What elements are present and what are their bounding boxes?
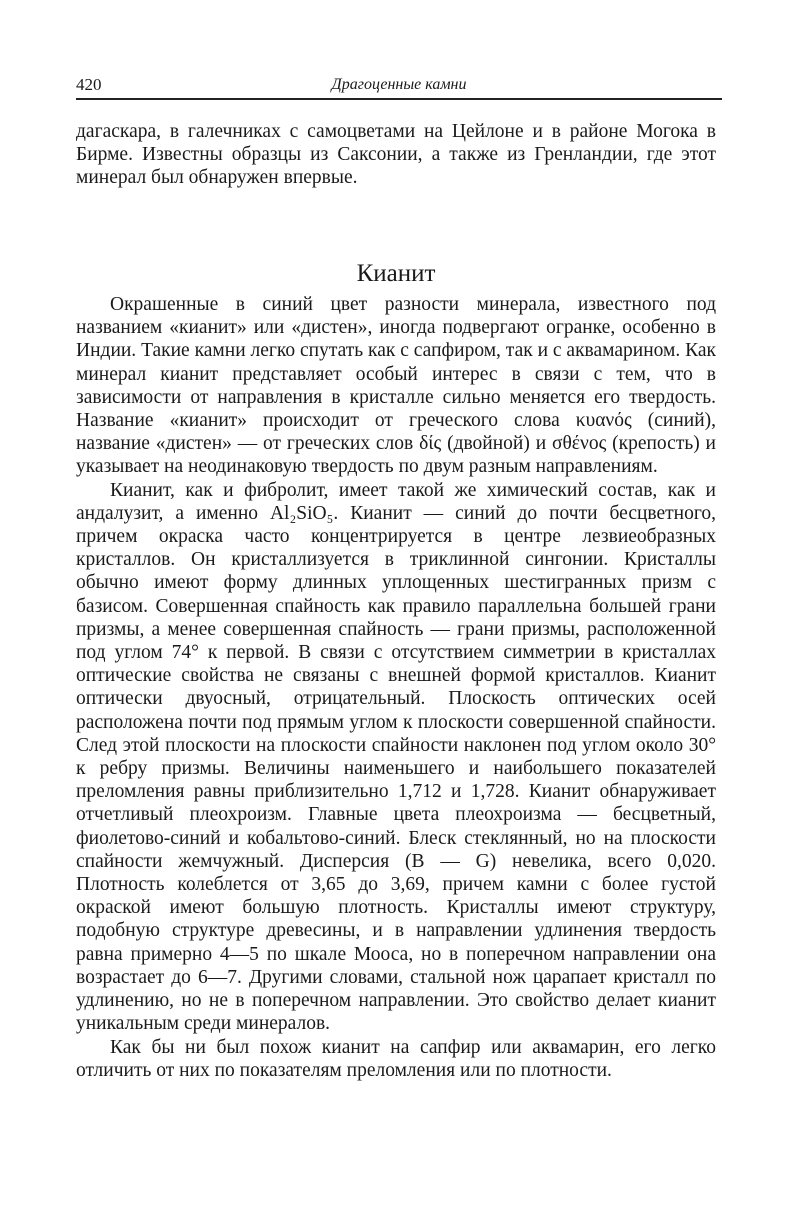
lead-paragraph-block bbox=[76, 120, 716, 190]
lead-paragraph: дагаскара, в галечниках с самоцветами на Цейлоне и в районе Могока в Бирме. Известны образцы из Саксонии, а также из Гренландии, где этот минерал был обнаружен впервые. bbox=[76, 121, 716, 189]
page-number: 420 bbox=[76, 75, 102, 94]
page-header bbox=[76, 74, 722, 100]
section-title: Кианит bbox=[356, 259, 436, 287]
paragraph-properties: Кианит, как и фибролит, имеет такой же химический состав, как и андалузит, а именно Al₂SiO₅. Кианит — синий до почти бесцветного, причем окраска часто концентрируется в центре лезвиеобразных кристаллов. Он кристаллизуется в триклинной сингонии. Кристаллы обычно имеют форму длинных уплощенных шестигранных призм с базисом. Совершенная спайность как правило параллельна большей грани призмы, а менее совершенная спайность — грани призмы, расположенной под углом 74° к первой. В связи с отсутствием симметрии в кристаллах оптические свойства не связаны с внешней формой кристаллов. Кианит оптически двуосный, отрицательный. Плоскость оптических осей расположена почти под прямым углом к плоскости совершенной спайности. След этой плоскости на плоскости спайности наклонен под углом около 30° к ребру призмы. Величины наименьшего и наибольшего показателей преломления равны приблизительно 1,712 и 1,728. Кианит обнаруживает отчетливый плеохроизм. Главные цвета плеохроизма — бесцветный, фиолетово-синий и кобальтово-синий. Блеск стеклянный, но на плоскости спайности жемчужный. Дисперсия (B — G) невелика, всего 0,020. Плотность колеблется от 3,65 до 3,69, причем камни с более густой окраской имеют большую плотность. Кристаллы имеют структуру, подобную структуре древесины, и в направлении удлинения твердость равна примерно 4—5 по шкале Мооса, но в поперечном направлении она возрастает до 6—7. Другими словами, стальной нож царапает кристалл по удлинению, но не в поперечном направлении. Это свойство делает кианит уникальным среди минералов. bbox=[76, 479, 716, 1035]
paragraph-distinguishing: Как бы ни был похож кианит на сапфир или аквамарин, его легко отличить от них по показателям преломления или по плотности. bbox=[76, 1036, 716, 1081]
section-body bbox=[76, 293, 716, 1082]
running-title: Драгоценные камни bbox=[331, 76, 467, 93]
paragraph-intro: Окрашенные в синий цвет разности минерала, известного под названием «кианит» или «дистен», иногда подвергают огранке, особенно в Индии. Такие камни легко спутать как с сапфиром, так и с аквамарином. Как минерал кианит представляет особый интерес в связи с тем, что в зависимости от направления в кристалле сильно меняется его твердость. Название «кианит» происходит от греческого слова κυανός (синий), название «дистен» — от греческих слов δίς (двойной) и σθένος (крепость) и указывает на неодинаковую твердость по двум разным направлениям. bbox=[76, 294, 716, 478]
